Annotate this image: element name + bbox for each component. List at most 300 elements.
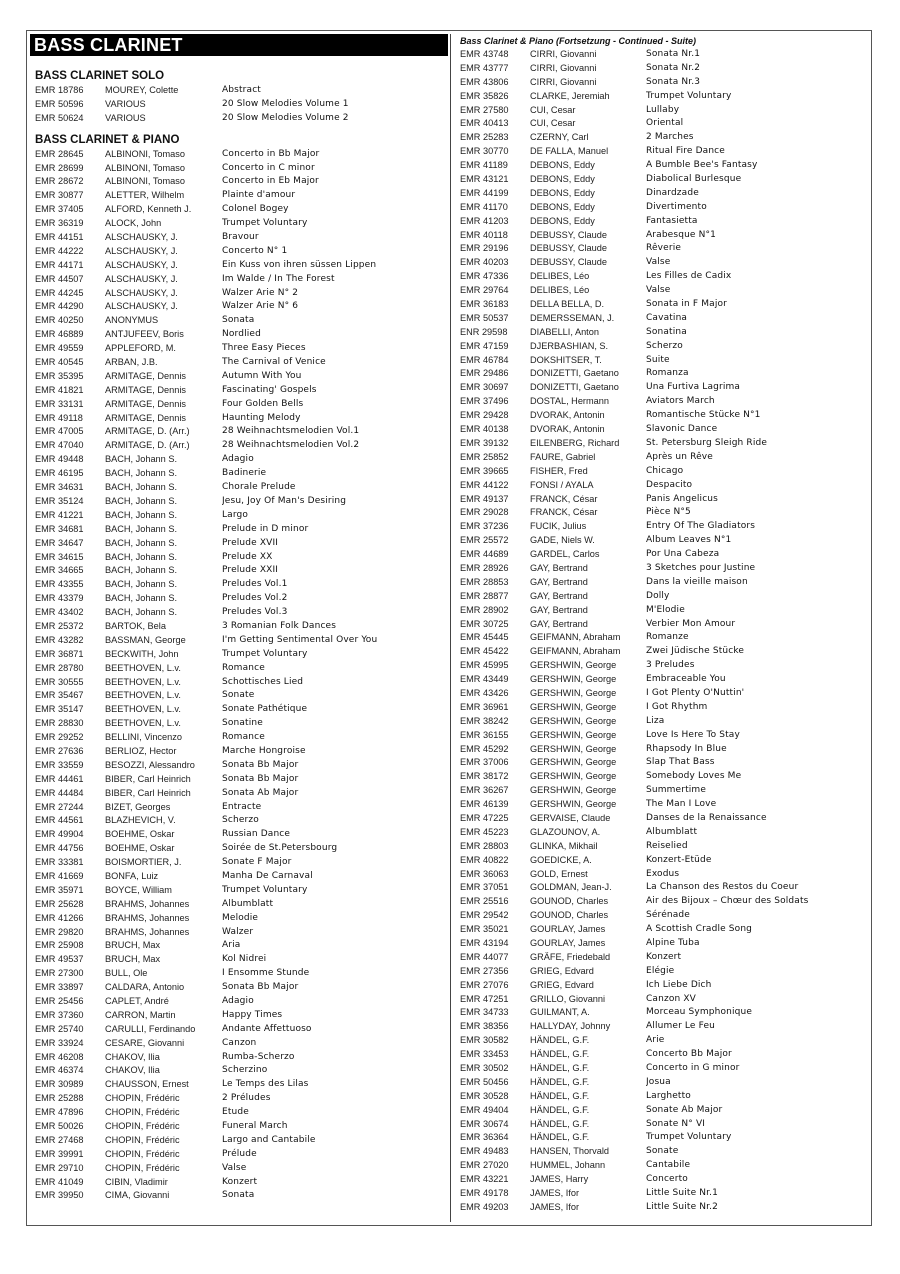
catalog-entry — [456, 659, 868, 673]
piece-title: Sonata — [222, 315, 255, 326]
piece-title: Haunting Melody — [222, 412, 301, 423]
catalog-number: EMR 38172 — [460, 771, 509, 782]
composer-name: ALBINONI, Tomaso — [105, 148, 185, 159]
catalog-number: EMR 49178 — [460, 1188, 509, 1199]
catalog-number: EMR 28877 — [460, 590, 509, 601]
composer-name: BEETHOVEN, L.v. — [105, 718, 181, 729]
catalog-entry — [30, 1134, 448, 1148]
piece-title: Sonate F Major — [222, 857, 292, 868]
composer-name: FUCIK, Julius — [530, 521, 587, 532]
catalog-entry — [30, 717, 448, 731]
catalog-number: EMR 44507 — [35, 273, 84, 284]
catalog-entry — [456, 604, 868, 618]
piece-title: Romance — [222, 732, 265, 743]
catalog-number: EMR 38356 — [460, 1021, 509, 1032]
catalog-number: EMR 44561 — [35, 815, 84, 826]
catalog-number: EMR 47336 — [460, 271, 509, 282]
piece-title: Preludes Vol.1 — [222, 579, 288, 590]
piece-title: A Bumble Bee's Fantasy — [646, 160, 758, 171]
catalog-entry — [30, 689, 448, 703]
catalog-number: EMR 33131 — [35, 398, 84, 409]
catalog-number: EMR 39132 — [460, 437, 509, 448]
piece-title: St. Petersburg Sleigh Ride — [646, 437, 768, 448]
composer-name: DEBUSSY, Claude — [530, 243, 607, 254]
piece-title: Walzer Arie N° 6 — [222, 301, 299, 312]
piece-title: Walzer — [222, 926, 254, 937]
piece-title: Arie — [646, 1035, 665, 1046]
composer-name: GERSHWIN, George — [530, 674, 617, 685]
composer-name: FAURE, Gabriel — [530, 451, 596, 462]
piece-title: Dans la vieille maison — [646, 576, 748, 587]
catalog-number: EMR 44122 — [460, 479, 509, 490]
piece-title: Im Walde / In The Forest — [222, 273, 335, 284]
piece-title: Slap That Bass — [646, 757, 715, 768]
catalog-entry — [456, 909, 868, 923]
piece-title: Entracte — [222, 801, 262, 812]
catalog-entry — [30, 112, 448, 126]
catalog-entry — [456, 1159, 868, 1173]
composer-name: BIBER, Carl Heinrich — [105, 787, 191, 798]
catalog-number: EMR 34733 — [460, 1007, 509, 1018]
catalog-entry — [30, 1120, 448, 1134]
piece-title: Konzert — [646, 951, 682, 962]
piece-title: Valse — [646, 257, 671, 268]
catalog-number: EMR 46784 — [460, 354, 509, 365]
composer-name: BACH, Johann S. — [105, 482, 178, 493]
composer-name: GOLDMAN, Jean-J. — [530, 882, 612, 893]
piece-title: Konzert-Etüde — [646, 854, 712, 865]
composer-name: GERSHWIN, George — [530, 660, 617, 671]
piece-title: Happy Times — [222, 1009, 283, 1020]
catalog-entry — [30, 231, 448, 245]
composer-name: DEBUSSY, Claude — [530, 257, 607, 268]
catalog-entry — [456, 340, 868, 354]
piece-title: Suite — [646, 354, 670, 365]
composer-name: DEBONS, Eddy — [530, 160, 595, 171]
catalog-entry — [456, 187, 868, 201]
composer-name: ANTJUFEEV, Boris — [105, 329, 184, 340]
composer-name: ALBINONI, Tomaso — [105, 162, 185, 173]
composer-name: JAMES, Ifor — [530, 1188, 580, 1199]
composer-name: CHOPIN, Frédéric — [105, 1148, 180, 1159]
catalog-entry — [30, 578, 448, 592]
catalog-number: EMR 44290 — [35, 301, 84, 312]
catalog-entry — [30, 884, 448, 898]
piece-title: Album Leaves N°1 — [646, 535, 732, 546]
catalog-entry — [456, 242, 868, 256]
catalog-entry — [30, 953, 448, 967]
catalog-entry — [30, 509, 448, 523]
composer-name: GERSHWIN, George — [530, 743, 617, 754]
piece-title: Diabolical Burlesque — [646, 174, 742, 185]
catalog-number: EMR 49537 — [35, 954, 84, 965]
piece-title: Trumpet Voluntary — [222, 218, 308, 229]
composer-name: DVORAK, Antonin — [530, 424, 605, 435]
piece-title: Cantabile — [646, 1160, 691, 1171]
catalog-entry — [30, 787, 448, 801]
catalog-number: EMR 43748 — [460, 49, 509, 59]
catalog-list-continued — [456, 48, 868, 1215]
catalog-number: EMR 25456 — [35, 996, 84, 1006]
piece-title: Ich Liebe Dich — [646, 979, 712, 990]
catalog-entry — [456, 256, 868, 270]
catalog-entry — [456, 1006, 868, 1020]
catalog-number: EMR 43426 — [460, 687, 509, 698]
piece-title: Concerto N° 1 — [222, 245, 288, 256]
composer-name: CIRRI, Giovanni — [530, 49, 597, 59]
catalog-number: EMR 38242 — [460, 715, 509, 726]
catalog-number: EMR 36871 — [35, 648, 84, 659]
catalog-entry — [30, 314, 448, 328]
piece-title: Sonate N° VI — [646, 1118, 706, 1129]
composer-name: HANSEN, Thorvald — [530, 1146, 609, 1157]
catalog-entry — [456, 743, 868, 757]
composer-name: BACH, Johann S. — [105, 607, 178, 618]
composer-name: MOUREY, Colette — [105, 85, 179, 95]
catalog-entry — [456, 840, 868, 854]
catalog-number: EMR 43777 — [460, 62, 509, 73]
catalog-number: EMR 33453 — [460, 1049, 509, 1060]
catalog-entry — [456, 1118, 868, 1132]
catalog-number: EMR 41821 — [35, 384, 84, 395]
catalog-entry — [30, 1092, 448, 1106]
catalog-number: EMR 44245 — [35, 287, 84, 298]
composer-name: CAPLET, André — [105, 996, 169, 1006]
piece-title: Sonata — [222, 1190, 255, 1201]
composer-name: GEIFMANN, Abraham — [530, 646, 621, 657]
catalog-number: EMR 40545 — [35, 357, 84, 368]
piece-title: Autumn With You — [222, 370, 302, 381]
composer-name: CHOPIN, Frédéric — [105, 1134, 180, 1145]
catalog-number: EMR 28699 — [35, 162, 84, 173]
catalog-entry — [456, 173, 868, 187]
composer-name: BACH, Johann S. — [105, 495, 178, 506]
composer-name: CHOPIN, Frédéric — [105, 1121, 180, 1132]
composer-name: GOLD, Ernest — [530, 868, 588, 879]
composer-name: CARRON, Martin — [105, 1009, 176, 1020]
piece-title: Morceau Symphonique — [646, 1007, 753, 1018]
catalog-entry — [456, 1020, 868, 1034]
catalog-number: EMR 35395 — [35, 370, 84, 381]
composer-name: ARMITAGE, D. (Arr.) — [105, 440, 190, 451]
piece-title: Prelude XVII — [222, 537, 279, 548]
catalog-entry — [456, 715, 868, 729]
page-banner: BASS CLARINET — [30, 34, 448, 56]
catalog-number: EMR 34631 — [35, 482, 84, 493]
catalog-entry — [30, 1162, 448, 1176]
composer-name: CHAUSSON, Ernest — [105, 1079, 189, 1090]
composer-name: HALLYDAY, Johnny — [530, 1021, 611, 1032]
composer-name: ALFORD, Kenneth J. — [105, 204, 192, 215]
catalog-entry — [456, 548, 868, 562]
piece-title: Plainte d'amour — [222, 190, 296, 201]
piece-title: Cavatina — [646, 312, 688, 323]
catalog-entry — [30, 523, 448, 537]
composer-name: ALETTER, Wilhelm — [105, 190, 185, 201]
catalog-entry — [456, 1034, 868, 1048]
catalog-entry — [456, 770, 868, 784]
catalog-number: EMR 27300 — [35, 968, 84, 979]
catalog-number: EMR 30770 — [460, 146, 509, 157]
catalog-number: EMR 27020 — [460, 1160, 509, 1171]
piece-title: Little Suite Nr.2 — [646, 1201, 719, 1212]
catalog-number: EMR 43121 — [460, 174, 509, 185]
composer-name: VARIOUS — [105, 112, 146, 123]
catalog-number: EMR 50026 — [35, 1121, 84, 1132]
composer-name: HÄNDEL, G.F. — [530, 1035, 590, 1046]
catalog-number: EMR 35467 — [35, 690, 84, 701]
piece-title: Divertimento — [646, 201, 707, 212]
catalog-entry — [30, 217, 448, 231]
composer-name: ARMITAGE, D. (Arr.) — [105, 426, 190, 437]
piece-title: Etude — [222, 1107, 249, 1118]
composer-name: DEBONS, Eddy — [530, 174, 595, 185]
catalog-entry — [456, 951, 868, 965]
composer-name: DEMERSSEMAN, J. — [530, 312, 615, 323]
catalog-list-solo — [30, 84, 448, 126]
catalog-number: EMR 33381 — [35, 857, 84, 868]
piece-title: Rhapsody In Blue — [646, 743, 727, 754]
piece-title: Romance — [222, 662, 265, 673]
piece-title: Dinardzade — [646, 187, 699, 198]
composer-name: BACH, Johann S. — [105, 454, 178, 465]
composer-name: ALSCHAUSKY, J. — [105, 287, 178, 298]
catalog-entry — [456, 117, 868, 131]
catalog-entry — [30, 814, 448, 828]
piece-title: Trumpet Voluntary — [222, 648, 308, 659]
catalog-entry — [456, 534, 868, 548]
catalog-entry — [456, 1104, 868, 1118]
catalog-number: EMR 29196 — [460, 243, 509, 254]
piece-title: Valse — [222, 1162, 247, 1173]
catalog-number: EMR 25852 — [460, 451, 509, 462]
piece-title: Russian Dance — [222, 829, 291, 840]
catalog-number: EMR 30697 — [460, 382, 509, 393]
catalog-number: EMR 50624 — [35, 112, 84, 123]
piece-title: Prelude in D minor — [222, 523, 309, 534]
catalog-entry — [30, 870, 448, 884]
composer-name: BEETHOVEN, L.v. — [105, 676, 181, 687]
catalog-number: EMR 27244 — [35, 801, 84, 812]
catalog-entry — [456, 812, 868, 826]
catalog-entry — [456, 562, 868, 576]
piece-title: Exodus — [646, 868, 680, 879]
catalog-number: EMR 29764 — [460, 285, 509, 296]
catalog-number: EMR 36155 — [460, 729, 509, 740]
catalog-number: EMR 25288 — [35, 1093, 84, 1104]
catalog-entry — [456, 1048, 868, 1062]
catalog-number: EMR 35147 — [35, 704, 84, 715]
composer-name: GUILMANT, A. — [530, 1007, 590, 1018]
composer-name: ALSCHAUSKY, J. — [105, 301, 178, 312]
catalog-entry — [456, 673, 868, 687]
composer-name: ALSCHAUSKY, J. — [105, 232, 178, 243]
composer-name: GERSHWIN, George — [530, 771, 617, 782]
piece-title: Embraceable You — [646, 674, 726, 685]
catalog-entry — [456, 868, 868, 882]
catalog-entry — [456, 451, 868, 465]
catalog-number: EMR 40203 — [460, 257, 509, 268]
catalog-number: EMR 41266 — [35, 912, 84, 923]
catalog-entry — [456, 826, 868, 840]
catalog-list-piano — [30, 148, 448, 1204]
piece-title: Les Filles de Cadix — [646, 271, 732, 282]
piece-title: Preludes Vol.2 — [222, 593, 288, 604]
composer-name: BOEHME, Oskar — [105, 843, 175, 854]
catalog-number: EMR 47251 — [460, 993, 509, 1004]
piece-title: Slavonic Dance — [646, 424, 718, 435]
catalog-number: EMR 30555 — [35, 676, 84, 687]
composer-name: GRÄFE, Friedebald — [530, 951, 611, 962]
composer-name: CIBIN, Vladimir — [105, 1176, 168, 1187]
catalog-entry — [456, 354, 868, 368]
catalog-number: EMR 41203 — [460, 215, 509, 226]
catalog-entry — [30, 398, 448, 412]
catalog-number: EMR 44151 — [35, 232, 84, 243]
composer-name: DEBONS, Eddy — [530, 215, 595, 226]
piece-title: Entry Of The Gladiators — [646, 521, 756, 532]
piece-title: Pièce N°5 — [646, 507, 691, 518]
catalog-entry — [30, 1176, 448, 1190]
composer-name: BERLIOZ, Hector — [105, 745, 177, 756]
catalog-entry — [30, 537, 448, 551]
catalog-number: EMR 29820 — [35, 926, 84, 937]
composer-name: DEBONS, Eddy — [530, 187, 595, 198]
catalog-number: EMR 28803 — [460, 840, 509, 851]
catalog-entry — [456, 104, 868, 118]
catalog-entry — [30, 370, 448, 384]
catalog-number: EMR 28780 — [35, 662, 84, 673]
composer-name: CHOPIN, Frédéric — [105, 1162, 180, 1173]
piece-title: Aria — [222, 940, 241, 951]
piece-title: I Got Plenty O'Nuttin' — [646, 687, 745, 698]
composer-name: GARDEL, Carlos — [530, 549, 600, 560]
piece-title: Alpine Tuba — [646, 938, 700, 948]
piece-title: Sonatina — [646, 326, 687, 337]
piece-title: La Chanson des Restos du Coeur — [646, 882, 799, 893]
catalog-entry — [456, 979, 868, 993]
catalog-entry — [456, 937, 868, 951]
composer-name: CHAKOV, Ilia — [105, 1051, 160, 1062]
piece-title: Albumblatt — [646, 826, 698, 837]
composer-name: BEETHOVEN, L.v. — [105, 704, 181, 715]
composer-name: CZERNY, Carl — [530, 132, 589, 143]
catalog-entry — [30, 259, 448, 273]
catalog-number: EMR 47159 — [460, 340, 509, 351]
composer-name: BACH, Johann S. — [105, 579, 178, 590]
composer-name: ARMITAGE, Dennis — [105, 398, 187, 409]
composer-name: ARMITAGE, Dennis — [105, 370, 187, 381]
catalog-entry — [456, 479, 868, 493]
piece-title: Kol Nidrei — [222, 954, 267, 965]
catalog-entry — [30, 1051, 448, 1065]
composer-name: FISHER, Fred — [530, 465, 588, 476]
catalog-entry — [456, 645, 868, 659]
catalog-entry — [30, 620, 448, 634]
composer-name: VARIOUS — [105, 98, 146, 109]
catalog-entry — [456, 965, 868, 979]
piece-title: Rumba-Scherzo — [222, 1051, 295, 1062]
catalog-entry — [30, 1189, 448, 1203]
piece-title: Sérénade — [646, 910, 690, 921]
catalog-entry — [456, 395, 868, 409]
piece-title: Romanze — [646, 632, 689, 643]
composer-name: GRIEG, Edvard — [530, 965, 594, 976]
catalog-number: EMR 43194 — [460, 938, 509, 948]
catalog-entry — [30, 551, 448, 565]
catalog-number: EMR 36267 — [460, 785, 509, 796]
composer-name: GERSHWIN, George — [530, 757, 617, 768]
catalog-entry — [30, 245, 448, 259]
piece-title: Arabesque N°1 — [646, 229, 717, 240]
composer-name: CUI, Cesar — [530, 104, 576, 115]
composer-name: BRAHMS, Johannes — [105, 898, 190, 909]
catalog-number: EMR 30989 — [35, 1079, 84, 1090]
catalog-number: EMR 33897 — [35, 982, 84, 993]
catalog-number: EMR 40413 — [460, 118, 509, 129]
catalog-entry — [456, 506, 868, 520]
piece-title: Three Easy Pieces — [222, 343, 306, 354]
composer-name: BONFA, Luiz — [105, 870, 159, 881]
composer-name: DEBUSSY, Claude — [530, 229, 607, 240]
composer-name: APPLEFORD, M. — [105, 343, 176, 354]
composer-name: CIMA, Giovanni — [105, 1190, 170, 1201]
catalog-entry — [456, 631, 868, 645]
catalog-entry — [456, 437, 868, 451]
piece-title: Funeral March — [222, 1121, 288, 1132]
catalog-number: EMR 27636 — [35, 745, 84, 756]
composer-name: ARBAN, J.B. — [105, 357, 158, 368]
catalog-entry — [30, 273, 448, 287]
composer-name: BACH, Johann S. — [105, 551, 178, 562]
catalog-entry — [456, 201, 868, 215]
composer-name: DJERBASHIAN, S. — [530, 340, 609, 351]
catalog-number: EMR 43806 — [460, 76, 509, 87]
catalog-entry — [456, 993, 868, 1007]
piece-title: Largo and Cantabile — [222, 1134, 316, 1145]
piece-title: Trumpet Voluntary — [646, 90, 732, 101]
piece-title: Concerto in G minor — [646, 1063, 740, 1074]
piece-title: Chorale Prelude — [222, 482, 296, 493]
piece-title: Sonata Ab Major — [222, 787, 299, 798]
catalog-number: EMR 45422 — [460, 646, 509, 657]
piece-title: Scherzo — [646, 340, 683, 351]
catalog-entry — [456, 1090, 868, 1104]
catalog-entry — [456, 76, 868, 90]
catalog-number: EMR 37051 — [460, 882, 509, 893]
catalog-entry — [30, 828, 448, 842]
catalog-number: EMR 36063 — [460, 868, 509, 879]
catalog-entry — [456, 729, 868, 743]
catalog-entry — [456, 854, 868, 868]
piece-title: Sonata Bb Major — [222, 773, 299, 784]
composer-name: DVORAK, Antonin — [530, 410, 605, 421]
piece-title: Zwei Jüdische Stücke — [646, 646, 745, 657]
catalog-entry — [456, 576, 868, 590]
catalog-number: EMR 37405 — [35, 204, 84, 215]
catalog-number: EMR 25372 — [35, 620, 84, 631]
piece-title: Romantische Stücke N°1 — [646, 410, 761, 421]
piece-title: The Carnival of Venice — [222, 357, 326, 368]
composer-name: BOISMORTIER, J. — [105, 857, 182, 868]
composer-name: DIABELLI, Anton — [530, 326, 599, 337]
piece-title: Scherzo — [222, 815, 259, 826]
composer-name: DONIZETTI, Gaetano — [530, 368, 619, 379]
catalog-number: EMR 36961 — [460, 701, 509, 712]
catalog-number: EMR 25740 — [35, 1023, 84, 1034]
composer-name: JAMES, Harry — [530, 1174, 589, 1185]
piece-title: Dolly — [646, 590, 670, 601]
